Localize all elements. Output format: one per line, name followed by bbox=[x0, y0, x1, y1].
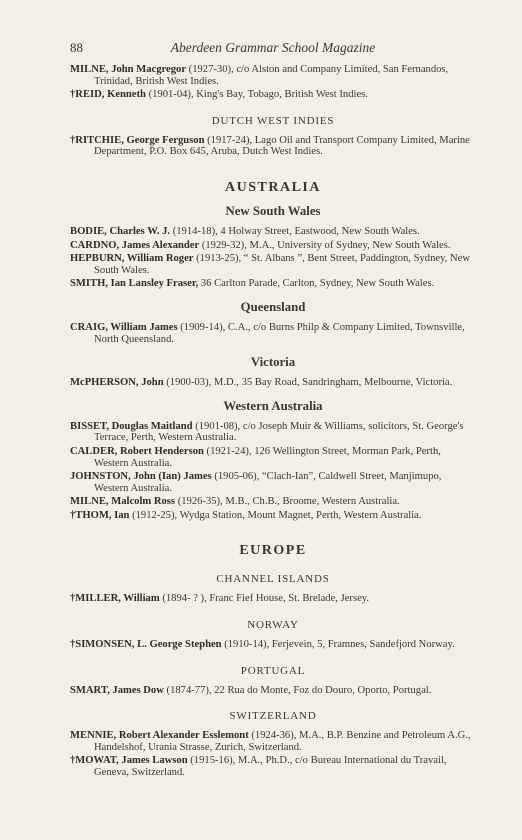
section-heading-dutch-west-indies: DUTCH WEST INDIES bbox=[211, 114, 335, 127]
list-entry bbox=[70, 64, 476, 87]
entry-name: CRAIG, William James bbox=[70, 321, 178, 333]
list-entry bbox=[70, 421, 476, 444]
entry-detail: (1929-32), M.A., University of Sydney, New South Wales. bbox=[199, 239, 451, 251]
entry-name: †SIMONSEN, L. George Stephen bbox=[70, 639, 222, 651]
state-heading-new-south-wales: New South Wales bbox=[225, 203, 321, 218]
entry-name: †THOM, Ian bbox=[70, 509, 130, 521]
entry-name: †REID, Kenneth bbox=[70, 89, 146, 101]
entry-detail: (1927-30), c/o Alston and Company Limited, San Fernandos, Trinidad, British West Indies. bbox=[94, 64, 449, 87]
entry-name: CALDER, Robert Henderson bbox=[70, 445, 204, 457]
entry-detail: (1913-25), “ St. Albans ”, Bent Street, Paddington, Sydney, New South Wales. bbox=[94, 253, 470, 276]
entry-name: JOHNSTON, John (Ian) James bbox=[70, 471, 212, 483]
entry-name: SMITH, Ian Lansley Fraser, bbox=[70, 278, 199, 290]
entry-detail: (1901-04), King's Bay, Tobago, British West Indies. bbox=[145, 89, 368, 101]
section-heading-switzerland: SWITZERLAND bbox=[229, 710, 317, 723]
entry-name: †MOWAT, James Lawson bbox=[70, 755, 188, 767]
entry-detail: (1924-36), M.A., B.P. Benzine and Petroleum A.G., Handelshof, Urania Strasse, Zurich, Switzerland. bbox=[94, 730, 471, 753]
list-entry bbox=[70, 377, 476, 389]
list-entry bbox=[70, 322, 476, 345]
entry-name: †MILLER, William bbox=[70, 593, 160, 605]
list-entry bbox=[70, 685, 476, 697]
list-entry bbox=[70, 446, 476, 469]
entry-detail: (1921-24), 126 Wellington Street, Morman Park, Perth, Western Australia. bbox=[94, 445, 441, 469]
section-heading-norway: NORWAY bbox=[247, 619, 299, 632]
entry-name: †RITCHIE, George Ferguson bbox=[70, 134, 205, 146]
entry-detail: (1917-24), Lago Oil and Transport Company Limited, Marine Department, P.O. Box 645, Aruba, Dutch West Indies. bbox=[94, 134, 470, 158]
list-entry bbox=[70, 89, 476, 101]
entry-detail: (1909-14), C.A., c/o Burns Philp & Company Limited, Townsville, North Queensland. bbox=[94, 321, 465, 345]
section-heading-channel-islands: CHANNEL ISLANDS bbox=[216, 573, 330, 586]
entry-name: CARDNO, James Alexander bbox=[70, 239, 200, 251]
running-title: Aberdeen Grammar School Magazine bbox=[170, 40, 376, 55]
entry-detail: (1901-08), c/o Joseph Muir & Williams, solicitors, St. George's Terrace, Perth, Western Australia. bbox=[94, 420, 464, 444]
entry-name: McPHERSON, John bbox=[70, 377, 164, 389]
list-entry bbox=[70, 755, 476, 778]
state-heading-victoria: Victoria bbox=[250, 355, 296, 370]
list-entry bbox=[70, 471, 476, 494]
list-entry bbox=[70, 226, 476, 238]
entry-detail: (1926-35), M.B., Ch.B., Broome, Western Australia. bbox=[175, 496, 400, 508]
entry-name: HEPBURN, William Roger bbox=[70, 253, 194, 265]
entry-detail: (1900-03), M.D., 35 Bay Road, Sandringham, Melbourne, Victoria. bbox=[163, 377, 453, 389]
page-number: 88 bbox=[70, 40, 83, 55]
page-content bbox=[70, 64, 476, 781]
list-entry bbox=[70, 593, 476, 605]
entry-detail: (1910-14), Ferjevein, 5, Framnes, Sandefjord Norway. bbox=[221, 639, 455, 651]
page-header bbox=[70, 40, 476, 58]
list-entry bbox=[70, 240, 476, 252]
list-entry bbox=[70, 730, 476, 753]
continent-heading-europe: EUROPE bbox=[239, 543, 307, 559]
entry-name: MILNE, Malcolm Ross bbox=[70, 496, 176, 508]
entry-detail: (1894- ? ), Franc Fief House, St. Brelade, Jersey. bbox=[159, 593, 370, 605]
state-heading-western-australia: Western Australia bbox=[223, 398, 323, 413]
entry-name: SMART, James Dow bbox=[70, 684, 164, 696]
entry-detail: (1914-18), 4 Holway Street, Eastwood, New South Wales. bbox=[170, 225, 420, 237]
list-entry bbox=[70, 510, 476, 522]
entry-detail: 36 Carlton Parade, Carlton, Sydney, New South Wales. bbox=[198, 278, 435, 290]
entry-name: BISSET, Douglas Maitland bbox=[70, 420, 193, 432]
entry-detail: (1915-16), M.A., Ph.D., c/o Bureau International du Travail, Geneva, Switzerland. bbox=[94, 755, 447, 779]
entry-name: MILNE, John Macgregor bbox=[70, 64, 187, 75]
list-entry bbox=[70, 253, 476, 276]
section-heading-portugal: PORTUGAL bbox=[240, 664, 306, 677]
entry-name: BODIE, Charles W. J. bbox=[70, 225, 171, 237]
list-entry bbox=[70, 135, 476, 158]
entry-name: MENNIE, Robert Alexander Esslemont bbox=[70, 730, 249, 742]
list-entry bbox=[70, 496, 476, 508]
entry-detail: (1874-77), 22 Rua do Monte, Foz do Douro, Oporto, Portugal. bbox=[163, 684, 432, 696]
list-entry bbox=[70, 639, 476, 651]
list-entry bbox=[70, 278, 476, 290]
entry-detail: (1905-06), “Clach-Ian”, Caldwell Street, Manjimupo, Western Australia. bbox=[94, 471, 442, 494]
state-heading-queensland: Queensland bbox=[240, 299, 306, 314]
continent-heading-australia: AUSTRALIA bbox=[225, 179, 321, 195]
entry-detail: (1912-25), Wydga Station, Mount Magnet, Perth, Western Australia. bbox=[129, 509, 422, 521]
